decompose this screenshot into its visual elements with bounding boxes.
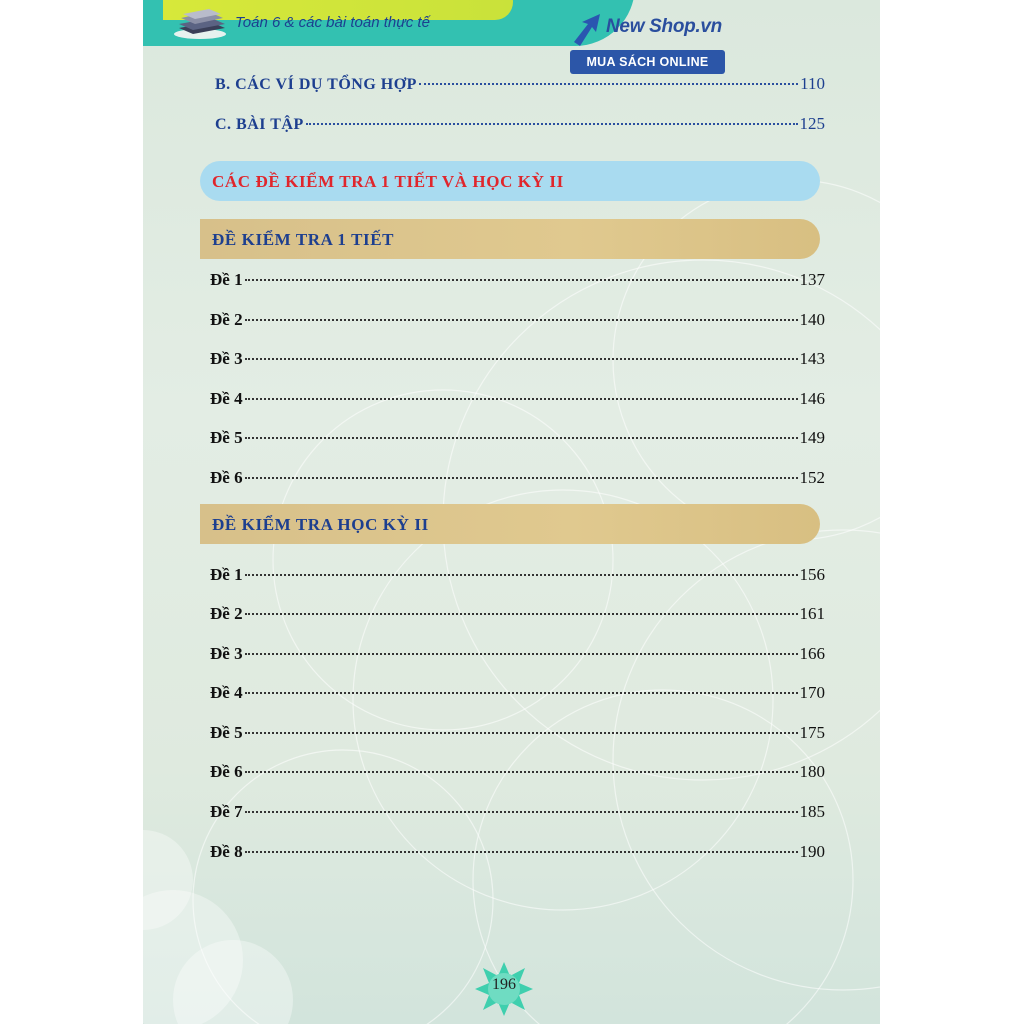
toc-entry[interactable] <box>210 683 825 703</box>
dot-leader <box>245 319 798 321</box>
toc-entry-page: 170 <box>799 683 825 702</box>
toc-entry[interactable] <box>210 270 825 290</box>
toc-entry[interactable] <box>210 644 825 664</box>
dot-leader <box>245 851 798 853</box>
subsection-heading: ĐỀ KIỂM TRA HỌC KỲ II <box>212 515 429 534</box>
toc-entry-label: B. CÁC VÍ DỤ TỔNG HỢP <box>215 76 417 93</box>
toc-entry-page: 161 <box>799 604 825 623</box>
toc-entry-page: 175 <box>799 723 825 742</box>
toc-entry-page: 137 <box>799 270 825 289</box>
toc-entry-label: C. BÀI TẬP <box>215 116 304 133</box>
toc-entry-label: Đề 4 <box>210 389 243 408</box>
toc-entry[interactable] <box>210 468 825 488</box>
toc-entry[interactable] <box>210 604 825 624</box>
toc-entry[interactable] <box>210 565 825 585</box>
dot-leader <box>245 771 798 773</box>
page-number-badge <box>473 960 535 1018</box>
toc-entry-page: 143 <box>799 349 825 368</box>
toc-entry[interactable] <box>210 723 825 743</box>
toc-entry-page: 166 <box>799 644 825 663</box>
toc-entry-label: Đề 6 <box>210 468 243 487</box>
toc-entry-label: Đề 4 <box>210 683 243 702</box>
subsection-heading-band <box>200 219 820 259</box>
toc-entry[interactable] <box>215 74 825 94</box>
toc-entry-label: Đề 8 <box>210 842 243 861</box>
subsection-heading-band <box>200 504 820 544</box>
dot-leader <box>245 613 798 615</box>
toc-entry[interactable] <box>210 842 825 862</box>
toc-entry-label: Đề 1 <box>210 270 243 289</box>
toc-entry-label: Đề 1 <box>210 565 243 584</box>
toc-entry-page: 146 <box>799 389 825 408</box>
toc-entry-page: 156 <box>799 565 825 584</box>
arrow-icon <box>570 12 604 48</box>
toc-entry-page: 125 <box>799 114 825 133</box>
subsection-heading: ĐỀ KIỂM TRA 1 TIẾT <box>212 230 395 249</box>
section-heading-band <box>200 161 820 201</box>
logo-brand: New Shop.vn <box>606 16 722 37</box>
toc-entry[interactable] <box>210 389 825 409</box>
toc-entry[interactable] <box>210 310 825 330</box>
toc-entry[interactable] <box>215 114 825 134</box>
toc-entry-page: 152 <box>799 468 825 487</box>
dot-leader <box>245 279 798 281</box>
toc-entry-label: Đề 2 <box>210 310 243 329</box>
toc-entry-label: Đề 3 <box>210 644 243 663</box>
toc-entry-page: 180 <box>799 762 825 781</box>
toc-entry-label: Đề 3 <box>210 349 243 368</box>
dot-leader <box>245 398 798 400</box>
dot-leader <box>245 811 798 813</box>
dot-leader <box>245 358 798 360</box>
toc-entry-page: 110 <box>800 74 825 93</box>
dot-leader <box>306 123 798 125</box>
dot-leader <box>245 653 798 655</box>
toc-entry-label: Đề 5 <box>210 428 243 447</box>
book-page <box>143 0 880 1024</box>
toc-entry[interactable] <box>210 762 825 782</box>
page-number: 196 <box>492 976 516 993</box>
toc-entry-page: 185 <box>799 802 825 821</box>
toc-entry[interactable] <box>210 802 825 822</box>
toc-entry-page: 149 <box>799 428 825 447</box>
header-title: Toán 6 & các bài toán thực tế <box>235 14 430 31</box>
dot-leader <box>245 692 798 694</box>
toc-entry-label: Đề 2 <box>210 604 243 623</box>
dot-leader <box>419 83 798 85</box>
dot-leader <box>245 477 798 479</box>
logo-tagline: MUA SÁCH ONLINE <box>570 50 725 74</box>
toc-entry-label: Đề 5 <box>210 723 243 742</box>
dot-leader <box>245 437 798 439</box>
toc-entry[interactable] <box>210 349 825 369</box>
toc-entry-page: 140 <box>799 310 825 329</box>
toc-entry-label: Đề 7 <box>210 802 243 821</box>
section-heading: CÁC ĐỀ KIỂM TRA 1 TIẾT VÀ HỌC KỲ II <box>212 172 564 191</box>
dot-leader <box>245 574 798 576</box>
toc-entry[interactable] <box>210 428 825 448</box>
books-icon <box>171 6 229 40</box>
newshop-logo[interactable] <box>570 12 725 76</box>
dot-leader <box>245 732 798 734</box>
toc-entry-page: 190 <box>799 842 825 861</box>
toc-entry-label: Đề 6 <box>210 762 243 781</box>
